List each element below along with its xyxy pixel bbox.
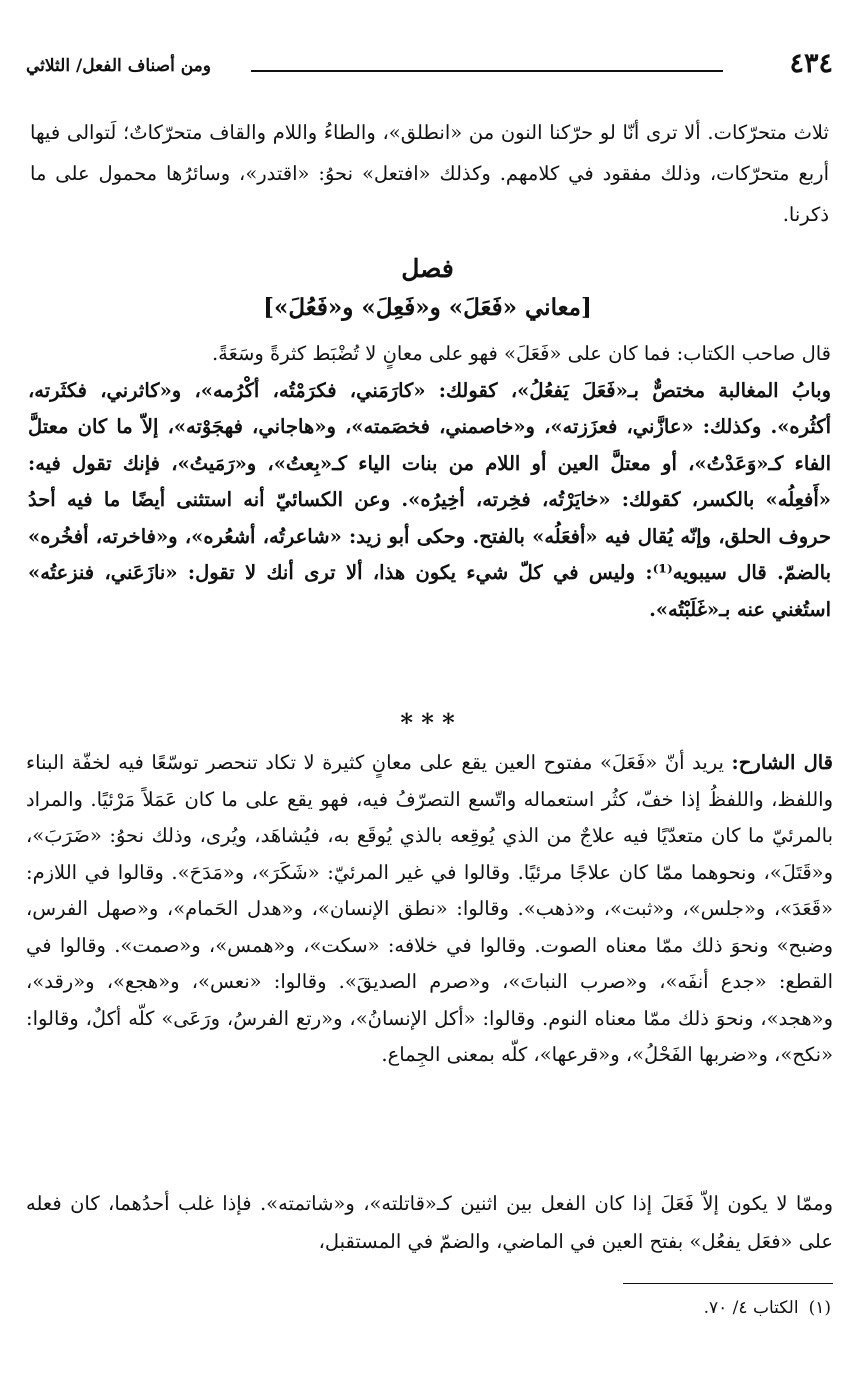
closing-paragraph: وممّا لا يكون إلاّ فَعَلَ إذا كان الفعل بين اثنين كـ«قاتلته»، و«شاتمته». فإذا غلب أحدُهما، كان فعله على «فعَل يفعُل» بفتح العين في الماضي، والضمّ في المستقبل، (26, 1192, 833, 1253)
page-header (26, 46, 833, 86)
section-subheading: [معاني «فَعَلَ» و«فَعِلَ» و«فَعُلَ»] (263, 294, 592, 321)
running-title: ومن أصناف الفعل/ الثلاثي (26, 56, 211, 76)
footnote-rule (623, 1283, 833, 1284)
commentary-paragraph (26, 745, 833, 1074)
page-number: ٤٣٤ (789, 48, 833, 79)
commentary-lead: قال الشارح: (731, 751, 834, 774)
author-body: وبابُ المغالبة مختصٌّ بـ«فَعَلَ يَفعُلُ»، كقولك: «كارَمَني، فكرَمْتُه، أكْرُمه»، و«كاثرني، فكثَرته، أكثُره». وكذلك: «عازَّني، فعزَزته»، و«خاصمني، فخصَمته»، و«هاجاني، فهجَوْته»، إلاّ ما كان معتلَّ الفاء كـ«وَعَدْتُ»، أو معتلَّ العين أو اللام من بنات الياء كـ«بِعتُ»، و«رَمَيتُ»، فإنك تقول فيه: «أَفعِلُه» بالكسر، كقولك: «خايَرْتُه، فخِرته، أخِيرُه». وعن الكسائيّ أنه استثنى أيضًا ما فيه أحدُ حروف الحلق، وإنّه يُقال فيه «أفعَلُه» بالفتح. وحكى أبو زيد: «شاعرتُه، أشعُره»، و«فاخرته، أفخُره» بالضمّ. قال سيبويه⁽¹⁾: وليس في كلّ شيء يكون هذا، ألا ترى أنك لا تقول: «نازَعَني، فنزعتُه» استُغني عنه بـ«غَلَبْتُه». (28, 378, 831, 621)
header-rule (251, 70, 723, 72)
author-lead (28, 336, 831, 373)
footnote-text: الكتاب ٤/ ٧٠. (703, 1298, 799, 1318)
footnote-number: (١) (808, 1298, 831, 1318)
section-separator: * * * (400, 708, 455, 737)
section-heading: فصل (401, 254, 454, 283)
commentary-body: يريد أنّ «فَعَلَ» مفتوح العين يقع على معانٍ كثيرة لا تكاد تنحصر توسّعًا فيه لخفّة البناء واللفظ، واللفظُ إذا خفّ، كثُر استعماله واتّسع التصرّفُ فيه، فهو يقع على ما كان عَمَلاً مَرْئيًا. والمراد بالمرئيّ ما كان متعدّيًا فيه علاجٌ من الذي يُوقِعه بالذي يُوقَع به، فيُشاهَد، ويُرى، وذلك نحوُ: «ضَرَبَ»، و«قَتَلَ»، ونحوهما ممّا كان علاجًا مرئيًا. وقالوا في غير المرئيّ: «شَكَرَ»، و«مَدَحَ». وقالوا في اللازم: «قَعَدَ»، و«جلس»، و«ثبت»، و«ذهب». وقالوا: «نطق الإنسان»، و«هدل الحَمام»، و«صهل الفرس، وضبح» ونحوَ ذلك ممّا معناه الصوت. وقالوا في خلافه: «سكت»، و«همس»، و«صمت». وقالوا في القطع: «جدع أنفَه»، و«صرب النباتَ»، و«صرم الصديقَ». وقالوا: «نعس»، و«هجع»، و«رقد»، و«هجد»، ونحوَ ذلك ممّا معناه النوم. وقالوا: «أكل الإنسانُ»، و«رتع الفرسُ، ورَعَى» كلّه أكلٌ، وقالوا: «نكح»، و«ضربها الفَحْلُ»، و«قرعها»، كلّه بمعنى الجِماع. (26, 751, 834, 1066)
author-lead-text: قال صاحب الكتاب: فما كان على «فَعَلَ» فهو على معانٍ لا تُضْبَط كثرةً وسَعَةً. (211, 342, 831, 365)
intro-paragraph: ثلاث متحرّكات. ألا ترى أنّا لو حرّكنا النون من «انطلق»، والطاءُ واللام والقاف متحرّكاتٌ؛ لَتوالى فيها أربع متحرّكات، وذلك مفقود في كلامهم. وكذلك «افتعل» نحوُ: «اقتدر»، وسائرُها محمول على ما ذكرنا. (30, 121, 829, 226)
footnote (26, 1293, 831, 1323)
author-text (28, 336, 831, 628)
